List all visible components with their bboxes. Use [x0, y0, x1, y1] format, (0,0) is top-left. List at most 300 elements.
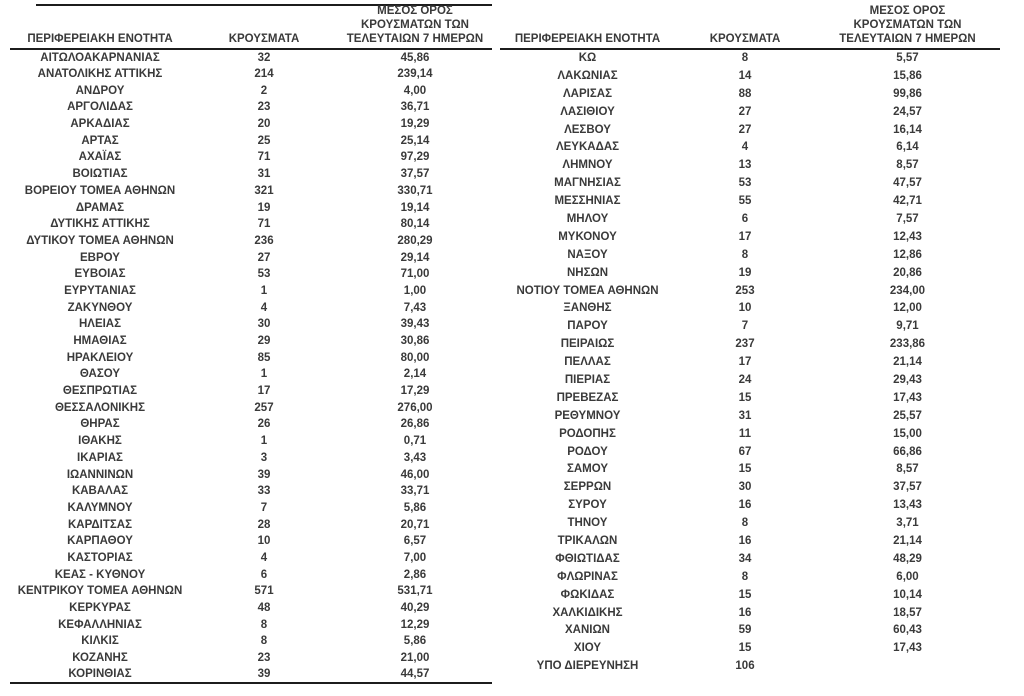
cases-count-cell: 1	[260, 284, 268, 297]
avg-7day-cell: 10,14	[893, 588, 922, 601]
cases-count-cell: 39	[257, 468, 271, 481]
table-row	[10, 399, 492, 416]
cases-count-cell: 8	[741, 517, 749, 530]
cases-count-cell: 7	[741, 320, 749, 333]
region-name-cell: ΚΑΡΠΑΘΟΥ	[67, 535, 133, 548]
cases-count-cell: 30	[738, 481, 752, 494]
region-name-cell: ΚΕΦΑΛΛΗΝΙΑΣ	[58, 618, 142, 631]
cases-count-cell: 27	[257, 251, 271, 264]
cases-count-cell: 15	[738, 588, 752, 601]
right-table-header	[500, 4, 1000, 49]
table-row	[10, 132, 492, 149]
avg-7day-cell: 12,43	[893, 230, 922, 243]
table-row	[10, 166, 492, 183]
avg-7day-cell	[815, 657, 1000, 675]
avg-7day-cell: 25,57	[893, 409, 922, 422]
region-name-cell: ΚΟΖΑΝΗΣ	[72, 652, 128, 665]
region-name-cell: ΚΕΡΚΥΡΑΣ	[69, 602, 131, 615]
avg-7day-cell: 239,14	[397, 68, 433, 81]
avg-7day-cell: 2,14	[403, 368, 427, 381]
cases-count-cell: 15	[738, 642, 752, 655]
avg-7day-cell: 26,86	[400, 418, 430, 431]
region-name-cell: ΒΟΙΩΤΙΑΣ	[72, 168, 128, 181]
avg-7day-cell: 19,29	[400, 118, 430, 131]
avg-7day-cell: 280,29	[397, 234, 433, 247]
region-name-cell: ΔΥΤΙΚΟΥ ΤΟΜΕΑ ΑΘΗΝΩΝ	[26, 234, 174, 247]
region-name-cell: ΔΡΑΜΑΣ	[75, 201, 125, 214]
table-row	[500, 550, 1000, 568]
cases-count-cell: 30	[257, 318, 271, 331]
table-row	[500, 121, 1000, 139]
avg-7day-cell: 36,71	[400, 101, 430, 114]
avg-7day-cell: 233,86	[889, 338, 926, 351]
table-row	[10, 583, 492, 600]
cases-count-cell: 214	[254, 68, 274, 81]
region-name-cell: ΑΝΔΡΟΥ	[75, 84, 125, 97]
cases-count-cell: 16	[738, 499, 752, 512]
column-header-cases: ΚΡΟΥΣΜΑΤΑ	[190, 4, 338, 49]
region-name-cell: ΗΛΕΙΑΣ	[78, 318, 122, 331]
header-row	[10, 4, 492, 49]
cases-count-cell: 55	[738, 195, 752, 208]
avg-7day-cell: 7,57	[896, 212, 919, 225]
avg-7day-cell: 19,14	[400, 201, 430, 214]
region-name-cell: ΙΚΑΡΙΑΣ	[77, 451, 123, 464]
region-name-cell: ΜΕΣΣΗΝΙΑΣ	[554, 195, 621, 208]
cases-count-cell: 25	[257, 134, 271, 147]
table-row	[500, 228, 1000, 246]
table-row	[10, 616, 492, 633]
avg-7day-cell: 80,00	[400, 351, 430, 364]
table-row	[500, 335, 1000, 353]
table-row	[500, 282, 1000, 300]
region-name-cell: ΠΕΙΡΑΙΩΣ	[560, 338, 615, 351]
cases-count-cell: 67	[738, 445, 752, 458]
avg-7day-cell: 5,57	[896, 52, 919, 65]
cases-count-cell: 6	[741, 212, 749, 225]
table-row	[500, 622, 1000, 640]
region-name-cell: ΙΩΑΝΝΙΝΩΝ	[66, 468, 134, 481]
region-name-cell: ΚΩ	[578, 52, 597, 65]
region-name-cell: ΑΡΚΑΔΙΑΣ	[70, 118, 130, 131]
cases-count-cell: 571	[254, 585, 274, 598]
cases-count-cell: 31	[738, 409, 752, 422]
table-row	[500, 478, 1000, 496]
avg-7day-cell: 17,29	[400, 385, 430, 398]
cases-count-cell: 8	[741, 248, 749, 261]
region-name-cell: ΡΟΔΟΠΗΣ	[559, 427, 616, 440]
avg-7day-cell: 17,43	[893, 642, 922, 655]
avg-header-line-3: ΤΕΛΕΥΤΑΙΩΝ 7 ΗΜΕΡΩΝ	[346, 33, 484, 45]
avg-7day-cell: 33,71	[400, 485, 430, 498]
table-row	[500, 138, 1000, 156]
column-header-avg	[815, 4, 1000, 49]
cases-count-cell: 19	[738, 266, 752, 279]
region-name-cell: ΧΙΟΥ	[573, 642, 602, 655]
cases-count-cell: 1	[260, 368, 268, 381]
table-row	[10, 433, 492, 450]
cases-count-cell: 28	[257, 518, 271, 531]
cases-count-cell: 253	[735, 284, 755, 297]
avg-7day-cell: 0,71	[403, 435, 427, 448]
table-row	[10, 366, 492, 383]
avg-7day-cell: 12,86	[893, 248, 922, 261]
region-name-cell: ΡΟΔΟΥ	[567, 445, 608, 458]
table-row	[500, 496, 1000, 514]
table-row	[10, 249, 492, 266]
table-row	[10, 49, 492, 66]
region-name-cell: ΦΛΩΡΙΝΑΣ	[557, 570, 618, 583]
avg-7day-cell: 48,29	[893, 552, 922, 565]
avg-7day-cell: 66,86	[893, 445, 922, 458]
cases-count-cell: 33	[257, 485, 271, 498]
table-row	[500, 586, 1000, 604]
region-name-cell: ΦΘΙΩΤΙΔΑΣ	[555, 552, 620, 565]
region-name-cell: ΜΗΛΟΥ	[566, 212, 609, 225]
region-name-cell: ΑΧΑΪΑΣ	[78, 151, 122, 164]
avg-7day-cell: 18,57	[893, 606, 922, 619]
region-name-cell: ΡΕΘΥΜΝΟΥ	[554, 409, 621, 422]
table-row	[500, 49, 1000, 67]
cases-count-cell: 236	[254, 234, 274, 247]
right-table-body	[500, 49, 1000, 675]
table-row	[10, 316, 492, 333]
table-row	[10, 216, 492, 233]
left-table	[10, 4, 492, 684]
avg-7day-cell: 5,86	[403, 501, 427, 514]
avg-7day-cell: 44,57	[338, 666, 492, 683]
table-row	[10, 82, 492, 99]
region-name-cell: ΜΑΓΝΗΣΙΑΣ	[554, 177, 621, 190]
table-row	[10, 66, 492, 83]
cases-count-cell: 7	[260, 501, 268, 514]
avg-7day-cell: 8,57	[896, 463, 919, 476]
table-row	[10, 416, 492, 433]
table-row	[10, 149, 492, 166]
table-row	[10, 450, 492, 467]
table-row	[500, 532, 1000, 550]
avg-7day-cell: 37,57	[400, 168, 430, 181]
table-row	[10, 650, 492, 667]
avg-7day-cell: 12,29	[400, 618, 430, 631]
avg-7day-cell: 6,00	[896, 570, 919, 583]
region-name-cell: ΗΡΑΚΛΕΙΟΥ	[66, 351, 134, 364]
avg-7day-cell: 29,43	[893, 373, 922, 386]
cases-count-cell: 4	[260, 301, 268, 314]
cases-count-cell: 14	[738, 69, 752, 82]
avg-7day-cell: 40,29	[400, 602, 430, 615]
cases-count-cell: 257	[254, 401, 274, 414]
table-row	[500, 192, 1000, 210]
region-name-cell: ΛΕΥΚΑΔΑΣ	[555, 141, 620, 154]
avg-7day-cell: 71,00	[400, 268, 430, 281]
avg-7day-cell: 2,86	[403, 568, 427, 581]
cases-count-cell: 24	[738, 373, 752, 386]
cases-count-cell: 11	[738, 427, 752, 440]
column-header-region: ΠΕΡΙΦΕΡΕΙΑΚΗ ΕΝΟΤΗΤΑ	[10, 4, 190, 49]
region-name-cell: ΝΑΞΟΥ	[567, 248, 608, 261]
avg-7day-cell: 20,86	[893, 266, 922, 279]
table-row	[10, 99, 492, 116]
region-name-cell: ΛΑΡΙΣΑΣ	[563, 87, 612, 100]
region-name-cell: ΑΙΤΩΛΟΑΚΑΡΝΑΝΙΑΣ	[40, 51, 160, 64]
avg-7day-cell: 8,57	[896, 159, 919, 172]
region-name-cell: ΘΑΣΟΥ	[79, 368, 121, 381]
table-row	[10, 266, 492, 283]
header-row	[500, 4, 1000, 49]
cases-count-cell: 106	[735, 660, 755, 673]
table-row	[500, 568, 1000, 586]
column-header-cases: ΚΡΟΥΣΜΑΤΑ	[675, 4, 815, 49]
avg-7day-cell: 5,86	[403, 635, 427, 648]
region-name-cell: ΖΑΚΥΝΘΟΥ	[67, 301, 133, 314]
table-row	[500, 514, 1000, 532]
table-row	[10, 533, 492, 550]
table-row	[10, 516, 492, 533]
region-name-cell: ΠΕΛΛΑΣ	[564, 356, 611, 369]
cases-count-cell: 20	[257, 118, 271, 131]
table-row	[10, 566, 492, 583]
avg-7day-cell: 21,14	[893, 356, 922, 369]
cases-count-cell: 8	[741, 52, 749, 65]
table-row	[500, 443, 1000, 461]
region-name-cell: ΠΡΕΒΕΖΑΣ	[556, 391, 619, 404]
cases-count-cell: 88	[738, 87, 752, 100]
region-name-cell: ΚΑΒΑΛΑΣ	[71, 485, 129, 498]
avg-7day-cell: 29,14	[400, 251, 430, 264]
region-name-cell: ΝΗΣΩΝ	[566, 266, 609, 279]
cases-count-cell: 16	[738, 534, 752, 547]
table-row	[500, 371, 1000, 389]
region-name-cell: ΑΡΓΟΛΙΔΑΣ	[67, 101, 133, 114]
region-name-cell: ΧΑΛΚΙΔΙΚΗΣ	[552, 606, 623, 619]
table-row	[10, 116, 492, 133]
table-row	[10, 333, 492, 350]
cases-count-cell: 23	[257, 101, 271, 114]
cases-count-cell: 26	[257, 418, 271, 431]
cases-count-cell: 10	[738, 302, 752, 315]
table-row	[500, 389, 1000, 407]
table-row	[500, 639, 1000, 657]
table-row	[500, 174, 1000, 192]
table-row	[10, 233, 492, 250]
cases-count-cell: 29	[257, 335, 271, 348]
avg-7day-cell: 39,43	[400, 318, 430, 331]
cases-count-cell: 31	[257, 168, 271, 181]
region-name-cell: ΘΕΣΠΡΩΤΙΑΣ	[62, 385, 138, 398]
region-name-cell: ΣΑΜΟΥ	[566, 463, 609, 476]
avg-7day-cell: 99,86	[893, 87, 922, 100]
avg-7day-cell: 6,14	[896, 141, 919, 154]
region-name-cell: ΚΙΛΚΙΣ	[81, 635, 119, 648]
table-row	[10, 666, 492, 683]
table-row	[10, 349, 492, 366]
region-name-cell: ΚΑΛΥΜΝΟΥ	[67, 501, 133, 514]
region-name-cell: ΛΑΣΙΘΙΟΥ	[560, 105, 615, 118]
avg-7day-cell: 21,14	[893, 534, 922, 547]
avg-7day-cell: 9,71	[896, 320, 919, 333]
avg-7day-cell: 24,57	[893, 105, 922, 118]
avg-7day-cell: 330,71	[397, 184, 433, 197]
cases-count-cell: 8	[260, 618, 268, 631]
avg-7day-cell: 46,00	[400, 468, 430, 481]
avg-7day-cell: 16,14	[893, 123, 922, 136]
region-name-cell: ΛΗΜΝΟΥ	[562, 159, 613, 172]
cases-count-cell: 27	[738, 123, 752, 136]
table-row	[10, 383, 492, 400]
avg-7day-cell: 531,71	[397, 585, 433, 598]
region-name-cell: ΞΑΝΘΗΣ	[563, 302, 612, 315]
avg-header-line-1: ΜΕΣΟΣ ΟΡΟΣ	[869, 5, 946, 17]
cases-count-cell: 237	[735, 338, 755, 351]
cases-count-cell: 15	[738, 391, 752, 404]
region-name-cell: ΑΡΤΑΣ	[81, 134, 119, 147]
cases-count-cell: 71	[257, 151, 271, 164]
avg-7day-cell: 30,86	[400, 335, 430, 348]
region-name-cell: ΝΟΤΙΟΥ ΤΟΜΕΑ ΑΘΗΝΩΝ	[516, 284, 659, 297]
region-name-cell: ΕΥΡΥΤΑΝΙΑΣ	[64, 284, 136, 297]
avg-7day-cell: 47,57	[893, 177, 922, 190]
avg-header-line-3: ΤΕΛΕΥΤΑΙΩΝ 7 ΗΜΕΡΩΝ	[839, 33, 976, 45]
avg-7day-cell: 234,00	[889, 284, 926, 297]
cases-count-cell: 4	[741, 141, 749, 154]
region-name-cell: ΛΑΚΩΝΙΑΣ	[557, 69, 618, 82]
cases-count-cell: 8	[741, 570, 749, 583]
cases-count-cell: 1	[260, 435, 268, 448]
table-row	[500, 67, 1000, 85]
table-row	[10, 500, 492, 517]
cases-count-cell: 10	[257, 535, 271, 548]
left-table-header	[10, 4, 492, 49]
table-row	[500, 657, 1000, 675]
region-name-cell: ΕΥΒΟΙΑΣ	[74, 268, 126, 281]
table-row	[10, 466, 492, 483]
cases-count-cell: 34	[738, 552, 752, 565]
avg-header-line-2: ΚΡΟΥΣΜΑΤΩΝ ΤΩΝ	[361, 19, 469, 31]
region-name-cell: ΘΕΣΣΑΛΟΝΙΚΗΣ	[54, 401, 146, 414]
cases-count-cell: 6	[260, 568, 268, 581]
table-row	[500, 425, 1000, 443]
table-row	[10, 633, 492, 650]
cases-count-cell: 48	[257, 602, 271, 615]
cases-count-cell: 23	[257, 652, 271, 665]
cases-count-cell: 17	[738, 230, 752, 243]
region-name-cell: ΒΟΡΕΙΟΥ ΤΟΜΕΑ ΑΘΗΝΩΝ	[24, 184, 176, 197]
avg-7day-cell: 21,00	[400, 652, 430, 665]
region-name-cell: ΠΙΕΡΙΑΣ	[564, 373, 611, 386]
right-table	[500, 4, 1000, 675]
cases-count-cell: 8	[260, 635, 268, 648]
table-row	[10, 183, 492, 200]
cases-count-cell: 39	[190, 666, 338, 683]
avg-7day-cell: 12,00	[893, 302, 922, 315]
region-name-cell: ΚΟΡΙΝΘΙΑΣ	[10, 666, 190, 683]
table-row	[500, 317, 1000, 335]
left-table-body	[10, 49, 492, 683]
table-row	[500, 156, 1000, 174]
table-row	[10, 299, 492, 316]
table-row	[10, 199, 492, 216]
region-name-cell: ΠΑΡΟΥ	[567, 320, 608, 333]
cases-count-cell: 17	[738, 356, 752, 369]
table-row	[10, 283, 492, 300]
table-row	[500, 604, 1000, 622]
table-row	[10, 483, 492, 500]
cases-count-cell: 4	[260, 551, 268, 564]
avg-7day-cell: 13,43	[893, 499, 922, 512]
table-row	[500, 460, 1000, 478]
avg-7day-cell: 15,86	[893, 69, 922, 82]
table-row	[500, 85, 1000, 103]
cases-count-cell: 32	[257, 51, 271, 64]
region-name-cell: ΦΩΚΙΔΑΣ	[560, 588, 615, 601]
region-name-cell: ΚΑΡΔΙΤΣΑΣ	[67, 518, 133, 531]
region-name-cell: ΑΝΑΤΟΛΙΚΗΣ ΑΤΤΙΚΗΣ	[37, 68, 163, 81]
avg-7day-cell: 6,57	[403, 535, 427, 548]
region-name-cell: ΚΕΝΤΡΙΚΟΥ ΤΟΜΕΑ ΑΘΗΝΩΝ	[17, 585, 183, 598]
table-row	[10, 550, 492, 567]
region-name-cell: ΔΥΤΙΚΗΣ ΑΤΤΙΚΗΣ	[50, 218, 150, 231]
table-row	[500, 210, 1000, 228]
region-name-cell: ΤΡΙΚΑΛΩΝ	[557, 534, 618, 547]
avg-7day-cell: 80,14	[400, 218, 430, 231]
cases-count-cell: 15	[738, 463, 752, 476]
avg-7day-cell: 3,43	[403, 451, 427, 464]
cases-count-cell: 53	[738, 177, 752, 190]
cases-count-cell: 19	[257, 201, 271, 214]
avg-header-line-2: ΚΡΟΥΣΜΑΤΩΝ ΤΩΝ	[853, 19, 962, 31]
column-header-region: ΠΕΡΙΦΕΡΕΙΑΚΗ ΕΝΟΤΗΤΑ	[500, 4, 675, 49]
cases-count-cell: 3	[260, 451, 268, 464]
avg-7day-cell: 37,57	[893, 481, 922, 494]
region-name-cell: ΣΥΡΟΥ	[568, 499, 607, 512]
avg-header-line-1: ΜΕΣΟΣ ΟΡΟΣ	[377, 5, 453, 17]
region-name-cell: ΗΜΑΘΙΑΣ	[73, 335, 127, 348]
region-name-cell: ΛΕΣΒΟΥ	[564, 123, 611, 136]
region-name-cell: ΕΒΡΟΥ	[80, 251, 120, 264]
region-name-cell: ΚΕΑΣ - ΚΥΘΝΟΥ	[54, 568, 146, 581]
avg-7day-cell: 276,00	[397, 401, 433, 414]
region-name-cell: ΚΑΣΤΟΡΙΑΣ	[67, 551, 133, 564]
cases-count-cell: 13	[738, 159, 752, 172]
avg-7day-cell: 25,14	[400, 134, 430, 147]
cases-count-cell: 71	[257, 218, 271, 231]
avg-7day-cell: 42,71	[893, 195, 922, 208]
region-name-cell: ΥΠΟ ΔΙΕΡΕΥΝΗΣΗ	[536, 660, 639, 673]
table-row	[500, 264, 1000, 282]
table-row	[500, 353, 1000, 371]
cases-count-cell: 16	[738, 606, 752, 619]
avg-7day-cell: 7,43	[403, 301, 427, 314]
avg-7day-cell: 15,00	[893, 427, 922, 440]
avg-7day-cell: 7,00	[403, 551, 427, 564]
region-name-cell: ΙΘΑΚΗΣ	[78, 435, 122, 448]
cases-count-cell: 321	[254, 184, 274, 197]
region-name-cell: ΣΕΡΡΩΝ	[563, 481, 612, 494]
avg-7day-cell: 60,43	[893, 624, 922, 637]
column-header-avg	[338, 4, 492, 49]
table-row	[500, 407, 1000, 425]
avg-7day-cell: 1,00	[403, 284, 427, 297]
avg-7day-cell: 20,71	[400, 518, 430, 531]
table-row	[500, 299, 1000, 317]
table-row	[10, 600, 492, 617]
avg-7day-cell: 4,00	[403, 84, 427, 97]
region-name-cell: ΤΗΝΟΥ	[567, 517, 608, 530]
table-row	[500, 246, 1000, 264]
region-name-cell: ΧΑΝΙΩΝ	[564, 624, 610, 637]
cases-count-cell: 85	[257, 351, 271, 364]
